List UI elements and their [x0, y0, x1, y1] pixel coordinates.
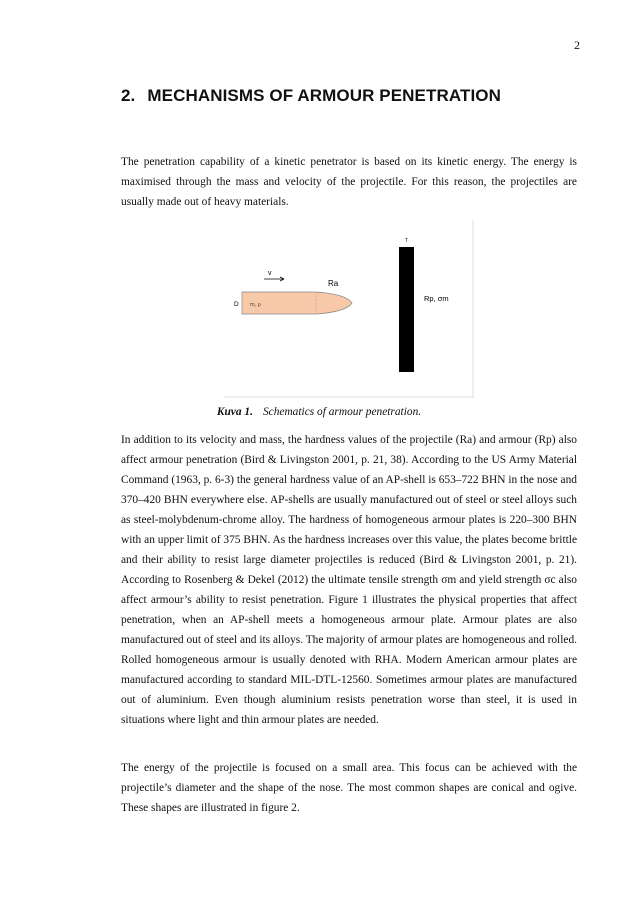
- paragraph-intro: The penetration capability of a kinetic penetrator is based on its kinetic energy. The energy is maximised through the mass and velocity of the projectile. For this reason, the projectiles are usually made out of heavy materials.: [121, 156, 577, 208]
- armour-plate-shape: [399, 247, 414, 372]
- caption-label: Kuva 1.: [216, 406, 253, 418]
- figure-armour-penetration: [224, 220, 474, 398]
- paragraph-hardness: In addition to its velocity and mass, the hardness values of the projectile (Ra) and armour (Rp) also affect armour penetration (Bird & Livingston 2001, p. 21, 38). According to the US Army Material Command (1963, p. 6-3) the general hardness value of an AP-shell is 653–722 BHN in the nose and 370–420 BHN everywhere else. AP-shells are usually manufactured out of steel or steel alloys such as steel-molybdenum-chrome alloy. The hardness of homogeneous armour plates is 220–300 BHN with an upper limit of 375 BHN. As the hardness increases over this value, the plates become brittle and their ability to resist large diameter projectiles is reduced (Bird & Livingston 2001, p. 21). According to Rosenberg & Dekel (2012) the ultimate tensile strength σm and yield strength σc also affect armour’s ability to resist penetration. Figure 1 illustrates the physical properties that affect penetration, when an AP-shell meets a homogeneous armour plate. Armour plates are also manufactured out of steel and its alloys. The majority of armour plates are homogeneous and rolled. Rolled homogeneous armour is usually denoted with RHA. Modern American armour plates are manufactured according to standard MIL-DTL-12560. Sometimes armour plates are manufactured out of aluminium. Even though aluminium resists penetration worse than steel, it is used in situations where light and thin armour plates are needed.: [121, 434, 577, 726]
- label-thickness: T: [405, 238, 409, 244]
- section-title: MECHANISMS OF ARMOUR PENETRATION: [147, 86, 501, 105]
- label-hardness-projectile: Ra: [328, 279, 339, 288]
- paragraph-energy: The energy of the projectile is focused on a small area. This focus can be achieved with the projectile’s diameter and the shape of the nose. The most common shapes are conical and ogive. These shapes are illustrated in figure 2.: [121, 762, 577, 814]
- label-hardness-armour: Rp, σm: [424, 294, 449, 303]
- figure-schematic: [224, 220, 474, 398]
- section-number: 2.: [121, 86, 136, 105]
- label-diameter: D: [234, 301, 239, 308]
- figure-caption: [0, 406, 638, 418]
- section-heading: [121, 86, 501, 106]
- label-velocity: v: [268, 270, 272, 277]
- page-number: 2: [574, 38, 580, 52]
- caption-text: Schematics of armour penetration.: [262, 406, 422, 418]
- label-mass-density: m, ρ: [250, 302, 261, 308]
